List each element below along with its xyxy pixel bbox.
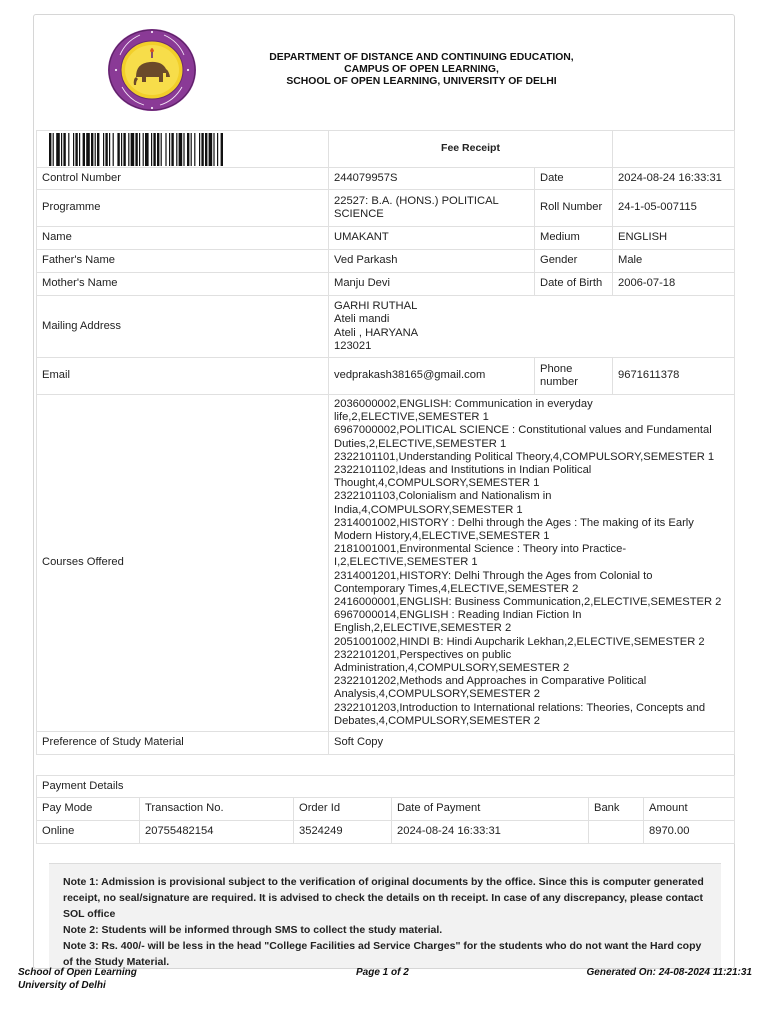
roll-number-value: 24-1-05-007115 [613,190,735,227]
course-line: English,2,ELECTIVE,SEMESTER 2 [334,622,512,635]
note-1: Note 1: Admission is provisional subject to the verification of original documents by the office. Since this is computer generated receipt, no seal/signature are required. It is advised to check the details on th receipt. In case of any discrepancy, please contact SOL office [63,876,704,920]
control-number-value: 244079957S [329,168,535,190]
receipt-page [33,14,735,969]
study-material-label: Preference of Study Material [37,732,329,755]
university-seal-logo [106,27,198,113]
course-line: 6967000002,POLITICAL SCIENCE : Constitutional values and Fundamental [334,424,712,437]
page-footer [18,967,752,995]
address-line: Ateli , HARYANA [334,326,419,339]
name-value: UMAKANT [329,227,535,250]
course-line: Debates,4,COMPULSORY,SEMESTER 2 [334,714,541,727]
control-number-label: Control Number [37,168,329,190]
father-name-value: Ved Parkash [329,250,535,273]
footer-left-line-2: University of Delhi [18,979,106,991]
programme-label: Programme [37,190,329,227]
dob-value: 2006-07-18 [613,273,735,296]
roll-number-label: Roll Number [535,190,613,227]
address-line: Ateli mandi [334,313,390,326]
course-line: 2322101102,Ideas and Institutions in Indian Political [334,463,592,476]
footer-institution [18,967,137,992]
mailing-address-value [329,296,735,358]
transaction-no-header: Transaction No. [140,798,294,821]
note-3: Note 3: Rs. 400/- will be less in the head "College Facilities ad Service Charges" for the students who do not want the Hard copy of the Study Material. [63,940,702,968]
name-label: Name [37,227,329,250]
course-line: 6967000014,ENGLISH : Reading Indian Fiction In [334,609,582,622]
empty-cell [613,131,735,168]
phone-label-line-2: number [540,376,578,388]
programme-line-2: SCIENCE [334,208,384,220]
course-line: Analysis,4,COMPULSORY,SEMESTER 2 [334,688,541,701]
bank-header: Bank [589,798,644,821]
payment-details-table [36,775,735,844]
date-label: Date [535,168,613,190]
study-material-value: Soft Copy [329,732,735,755]
mother-name-label: Mother's Name [37,273,329,296]
date-of-payment-value: 2024-08-24 16:33:31 [392,821,589,844]
course-line: 2416000001,ENGLISH: Business Communication,2,ELECTIVE,SEMESTER 2 [334,596,722,608]
course-line: 2322101101,Understanding Political Theory,4,COMPULSORY,SEMESTER 1 [334,450,715,463]
amount-value: 8970.00 [644,821,735,844]
courses-offered-label: Courses Offered [37,395,329,732]
course-line: India,4,COMPULSORY,SEMESTER 1 [334,503,523,516]
address-line: 123021 [334,339,372,352]
barcode-cell [37,131,329,168]
student-details-table [36,130,735,755]
fee-receipt-title: Fee Receipt [329,131,613,168]
gender-label: Gender [535,250,613,273]
course-line: 2314001201,HISTORY: Delhi Through the Ages from Colonial to [334,569,653,582]
heading-line-3: SCHOOL OF OPEN LEARNING, UNIVERSITY OF DELHI [286,76,557,88]
generated-on: Generated On: 24-08-2024 11:21:31 [586,967,752,978]
course-line: 2322101202,Methods and Approaches in Comparative Political [334,675,647,688]
course-line: 2036000002,ENGLISH: Communication in everyday [334,397,593,410]
pay-mode-header: Pay Mode [37,798,140,821]
receipt-header [34,15,734,131]
medium-label: Medium [535,227,613,250]
dob-label: Date of Birth [535,273,613,296]
course-line: 2051001002,HINDI B: Hindi Aupcharik Lekhan,2,ELECTIVE,SEMESTER 2 [334,635,705,648]
programme-line-1: 22527: B.A. (HONS.) POLITICAL [334,194,499,207]
course-line: life,2,ELECTIVE,SEMESTER 1 [334,411,489,424]
course-line: Contemporary Times,4,ELECTIVE,SEMESTER 2 [334,582,579,595]
programme-value [329,190,535,227]
email-value: vedprakash38165@gmail.com [329,358,535,395]
course-line: 2322101203,Introduction to International relations: Theories, Concepts and [334,701,706,714]
order-id-value: 3524249 [294,821,392,844]
heading-line-2: CAMPUS OF OPEN LEARNING, [344,64,499,76]
course-line: Duties,2,ELECTIVE,SEMESTER 1 [334,437,507,450]
payment-details-title: Payment Details [37,776,735,798]
date-value: 2024-08-24 16:33:31 [613,168,735,190]
pay-mode-value: Online [37,821,140,844]
course-line: 2314001002,HISTORY : Delhi through the Ages : The making of its Early [334,516,694,529]
date-of-payment-header: Date of Payment [392,798,589,821]
barcode-image [49,133,319,166]
phone-label [535,358,613,395]
amount-header: Amount [644,798,735,821]
course-line: 2322101201,Perspectives on public [334,648,512,661]
course-line: Administration,4,COMPULSORY,SEMESTER 2 [334,662,570,675]
phone-value: 9671611378 [613,358,735,395]
footer-left-line-1: School of Open Learning [18,967,137,978]
mailing-address-label: Mailing Address [37,296,329,358]
transaction-no-value: 20755482154 [140,821,294,844]
email-label: Email [37,358,329,395]
address-line: GARHI RUTHAL [334,300,418,313]
course-line: Thought,4,COMPULSORY,SEMESTER 1 [334,477,540,490]
medium-value: ENGLISH [613,227,735,250]
course-line: I,2,ELECTIVE,SEMESTER 1 [334,556,478,569]
bank-value [589,821,644,844]
department-heading [234,52,609,89]
gender-value: Male [613,250,735,273]
mother-name-value: Manju Devi [329,273,535,296]
course-line: 2181001001,Environmental Science : Theory into Practice- [334,543,627,556]
phone-label-line-1: Phone [540,362,573,375]
courses-offered-list [329,395,735,732]
course-line: 2322101103,Colonialism and Nationalism in [334,490,552,503]
heading-line-1: DEPARTMENT OF DISTANCE AND CONTINUING EDUCATION, [269,52,574,63]
course-line: Modern History,4,ELECTIVE,SEMESTER 1 [334,529,550,542]
note-2: Note 2: Students will be informed through SMS to collect the study material. [63,924,443,936]
father-name-label: Father's Name [37,250,329,273]
notes-box [49,863,721,968]
page-number: Page 1 of 2 [356,967,409,978]
order-id-header: Order Id [294,798,392,821]
